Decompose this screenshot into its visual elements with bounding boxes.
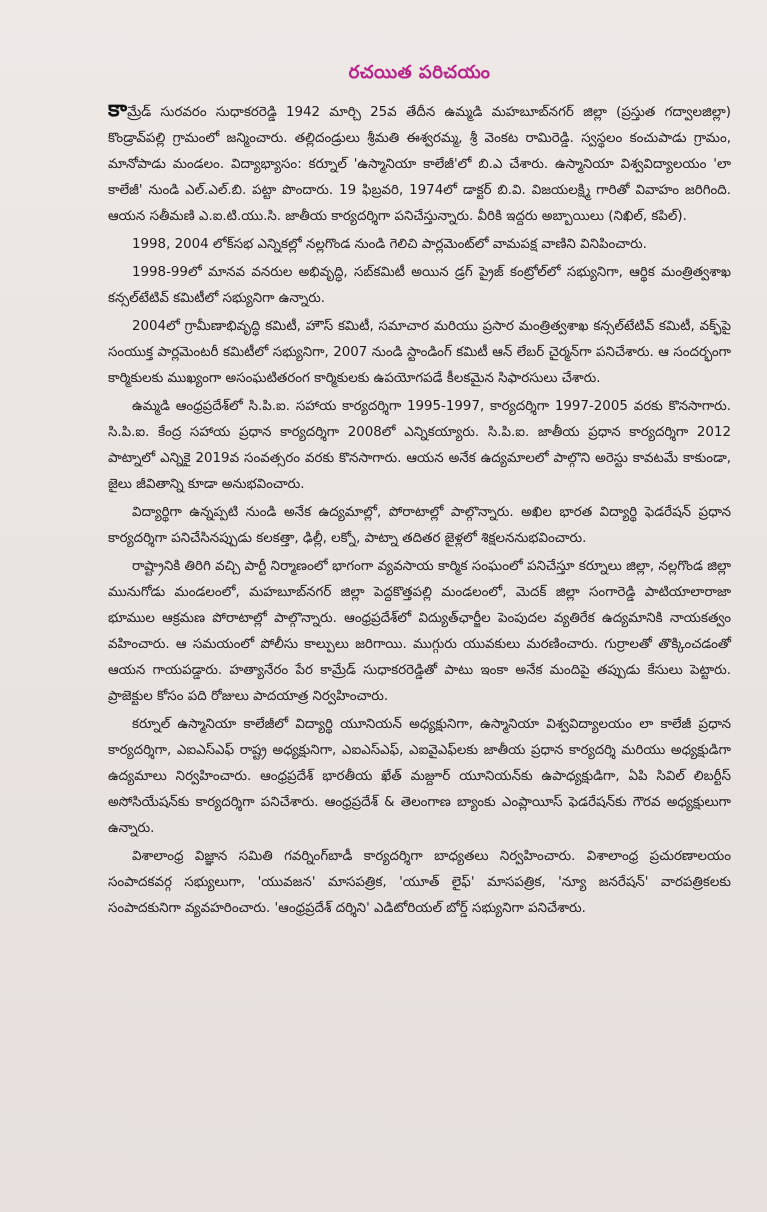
paragraph: 1998, 2004 లోక్‌సభ ఎన్నికల్లో నల్లగొండ నుండి గెలిచి పార్లమెంట్‌లో వామపక్ష వాణిని వినిపించారు. (132, 237, 647, 252)
page-title: రచయిత పరిచయం (348, 62, 491, 83)
paragraph: రాష్ట్రానికి తిరిగి వచ్చి పార్టీ నిర్మాణంలో భాగంగా వ్యవసాయ కార్మిక సంఘంలో పనిచేస్తూ కర్నూలు జిల్లా, నల్లగొండ జిల్లా మునుగోడు మండలంలో, మహబూబ్‌నగర్ జిల్లా పెద్దకొత్తపల్లి మండలంలో, మెదక్ జిల్లా సంగారెడ్డి పాటియాలారాజా భూముల ఆక్రమణ పోరాటాల్లో పాల్గొన్నారు. ఆంధ్రప్రదేశ్‌లో విద్యుత్‌ఛార్జీల పెంపుదల వ్యతిరేక ఉద్యమానికి నాయకత్వం వహించారు. ఆ సమయంలో పోలీసు కాల్పులు జరిగాయి. ముగ్గురు యువకులు మరణించారు. గుర్రాలతో తొక్కించడంతో ఆయన గాయపడ్డారు. హత్యానేరం పేర కామ్రేడ్ సుధాకరరెడ్డితో పాటు ఇంకా అనేక మందిపై తప్పుడు కేసులు పెట్టారు. ప్రాజెక్టుల కోసం పది రోజులు పాదయాత్ర నిర్వహించారు. (108, 559, 731, 704)
paragraph: 2004లో గ్రామీణాభివృద్ధి కమిటీ, హౌస్ కమిటీ, సమాచార మరియు ప్రసార మంత్రిత్వశాఖ కన్సల్‌టేటివ్ కమిటీ, వక్ఫ్‌పై సంయుక్త పార్లమెంటరీ కమిటీలో సభ్యునిగా, 2007 నుండి స్టాండింగ్ కమిటీ ఆన్ లేబర్ చైర్మన్‌గా పనిచేశారు. ఆ సందర్భంగా కార్మికులకు ముఖ్యంగా అసంఘటితరంగ కార్మికులకు ఉపయోగపడే కీలకమైన సిఫారసులు చేశారు. (108, 319, 731, 386)
paragraph: కర్నూల్ ఉస్మానియా కాలేజీలో విద్యార్థి యూనియన్ అధ్యక్షునిగా, ఉస్మానియా విశ్వవిద్యాలయం లా కాలేజీ ప్రధాన కార్యదర్శిగా, ఎఐఎస్ఎఫ్ రాష్ట్ర అధ్యక్షునిగా, ఎఐఎస్ఎఫ్, ఎఐవైఎఫ్‌లకు జాతీయ ప్రధాన కార్యదర్శి మరియు అధ్యక్షుడిగా ఉద్యమాలు నిర్వహించారు. ఆంధ్రప్రదేశ్ భారతీయ ఖేత్ మజ్దూర్ యూనియన్‌కు ఉపాధ్యక్షుడిగా, ఏపి సివిల్ లిబర్టీస్ అసోసియేషన్‌కు కార్యదర్శిగా పనిచేశారు. ఆంధ్రప్రదేశ్ & తెలంగాణ బ్యాంకు ఎంప్లాయీస్ ఫెడరేషన్‌కు గౌరవ అధ్యక్షులుగా ఉన్నారు. (108, 717, 731, 836)
paragraph: 1998-99లో మానవ వనరుల అభివృద్ధి, సబ్‌కమిటీ అయిన డ్రగ్ ప్రైజ్ కంట్రోల్‌లో సభ్యునిగా, ఆర్థిక మంత్రిత్వశాఖ కన్సల్‌టేటివ్ కమిటీలో సభ్యునిగా ఉన్నారు. (108, 265, 731, 306)
paragraph: విశాలాంధ్ర విజ్ఞాన సమితి గవర్నింగ్‌బాడీ కార్యదర్శిగా బాధ్యతలు నిర్వహించారు. విశాలాంధ్ర ప్రచురణాలయం సంపాదకవర్గ సభ్యులుగా, 'యువజన' మాసపత్రిక, 'యూత్ లైఫ్' మాసపత్రిక, 'న్యూ జనరేషన్' వారపత్రికలకు సంపాదకునిగా వ్యవహరించారు. 'ఆంధ్రప్రదేశ్ దర్శిని' ఎడిటోరియల్ బోర్డ్ సభ్యునిగా పనిచేశారు. (108, 849, 731, 916)
intro-text: మ్రేడ్ సురవరం సుధాకరరెడ్డి 1942 మార్చి 25వ తేదీన ఉమ్మడి మహబూబ్‌నగర్ జిల్లా (ప్రస్తుత గద్వాలజిల్లా) కొండ్రావ్‌పల్లి గ్రామంలో జన్మించారు. తల్లిదండ్రులు శ్రీమతి ఈశ్వరమ్మ, శ్రీ వెంకట రామిరెడ్డి. స్వస్థలం కంచుపాడు గ్రామం, మానోపాడు మండలం. విద్యాభ్యాసం: కర్నూల్ 'ఉస్మానియా కాలేజీ'లో బి.ఎ చేశారు. ఉస్మానియా విశ్వవిద్యాలయం 'లా కాలేజీ' నుండి ఎల్.ఎల్.బి. పట్టా పొందారు. 19 ఫిబ్రవరి, 1974లో డాక్టర్ బి.వి. విజయలక్ష్మి గారితో వివాహం జరిగింది. ఆయన సతీమణి ఎ.ఐ.టి.యు.సి. జాతీయ కార్యదర్శిగా పనిచేస్తున్నారు. వీరికి ఇద్దరు అబ్బాయిలు (నిఖిల్, కపిల్). (108, 105, 731, 224)
intro-paragraph (108, 97, 731, 230)
drop-cap: కా (108, 97, 128, 122)
paragraph: ఉమ్మడి ఆంధ్రప్రదేశ్‌లో సి.పి.ఐ. సహాయ కార్యదర్శిగా 1995-1997, కార్యదర్శిగా 1997-2005 వరకు కొనసాగారు. సి.పి.ఐ. కేంద్ర సహాయ ప్రధాన కార్యదర్శిగా 2008లో ఎన్నికయ్యారు. సి.పి.ఐ. జాతీయ ప్రధాన కార్యదర్శిగా 2012 పాట్నాలో ఎన్నికై 2019వ సంవత్సరం వరకు కొనసాగారు. ఆయన అనేక ఉద్యమాలలో పాల్గొని అరెస్టు కావటమే కాకుండా, జైలు జీవితాన్ని కూడా అనుభవించారు. (108, 399, 731, 492)
paragraph: విద్యార్థిగా ఉన్నప్పటి నుండి అనేక ఉద్యమాల్లో, పోరాటాల్లో పాల్గొన్నారు. అఖిల భారత విద్యార్థి ఫెడరేషన్ ప్రధాన కార్యదర్శిగా పనిచేసినప్పుడు కలకత్తా, ఢిల్లీ, లక్నో, పాట్నా తదితర జైళ్లలో శిక్షలననుభవించారు. (108, 505, 731, 546)
